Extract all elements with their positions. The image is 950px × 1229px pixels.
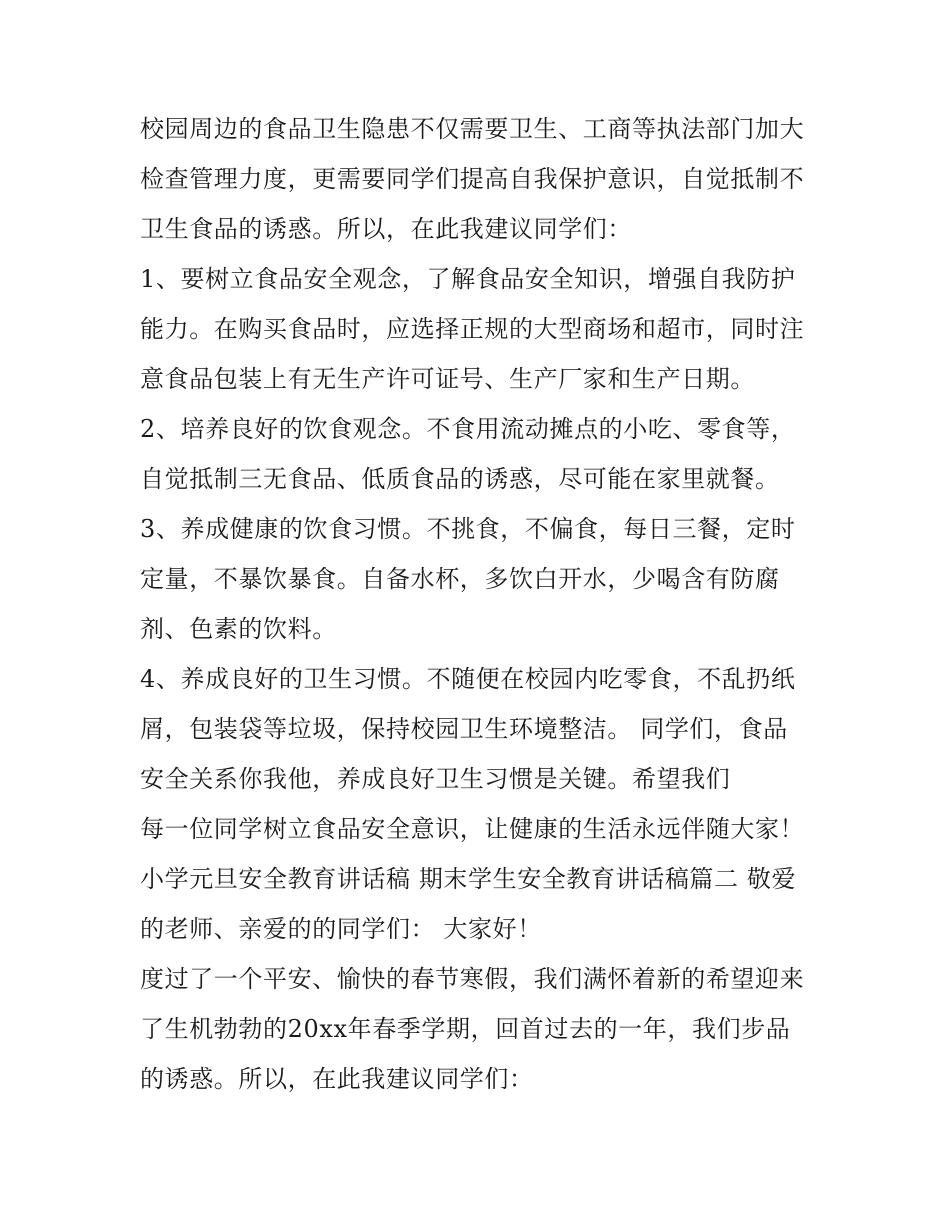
list-item-3-line: 3、养成健康的饮食习惯。不挑食，不偏食，每日三餐，定时 (140, 515, 796, 543)
text-line: 检查管理力度，更需要同学们提高自我保护意识，自觉抵制不 (140, 165, 805, 193)
section-title-line: 小学元旦安全教育讲话稿 期末学生安全教育讲话稿篇二 敬爱 (140, 865, 797, 893)
text-line: 安全关系你我他，养成良好卫生习惯是关键。希望我们 (140, 765, 731, 793)
text-line: 卫生食品的诱惑。所以，在此我建议同学们： (140, 215, 632, 243)
greeting-line: 的老师、亲爱的的同学们： 大家好！ (140, 915, 542, 943)
text-line: 的诱惑。所以，在此我建议同学们： (140, 1065, 534, 1093)
text-line: 能力。在购买食品时，应选择正规的大型商场和超市，同时注 (140, 315, 805, 343)
text-line: 意食品包装上有无生产许可证号、生产厂家和生产日期。 (140, 365, 755, 393)
text-line: 屑，包装袋等垃圾，保持校园卫生环境整洁。 同学们，食品 (140, 715, 788, 743)
text-line: 剂、色素的饮料。 (140, 615, 337, 643)
text-line: 自觉抵制三无食品、低质食品的诱惑，尽可能在家里就餐。 (140, 465, 780, 493)
text-line: 定量，不暴饮暴食。自备水杯，多饮白开水，少喝含有防腐 (140, 565, 780, 593)
text-line: 了生机勃勃的20xx年春季学期，回首过去的一年，我们步品 (140, 1015, 791, 1043)
text-line: 校园周边的食品卫生隐患不仅需要卫生、工商等执法部门加大 (140, 115, 805, 143)
text-line: 度过了一个平安、愉快的春节寒假，我们满怀着新的希望迎来 (140, 965, 805, 993)
text-line: 每一位同学树立食品安全意识，让健康的生活永远伴随大家！ (140, 815, 805, 843)
list-item-4-line: 4、养成良好的卫生习惯。不随便在校园内吃零食，不乱扔纸 (140, 665, 796, 693)
list-item-2-line: 2、培养良好的饮食观念。不食用流动摊点的小吃、零食等， (140, 415, 796, 443)
list-item-1-line: 1、要树立食品安全观念，了解食品安全知识，增强自我防护 (140, 265, 796, 293)
